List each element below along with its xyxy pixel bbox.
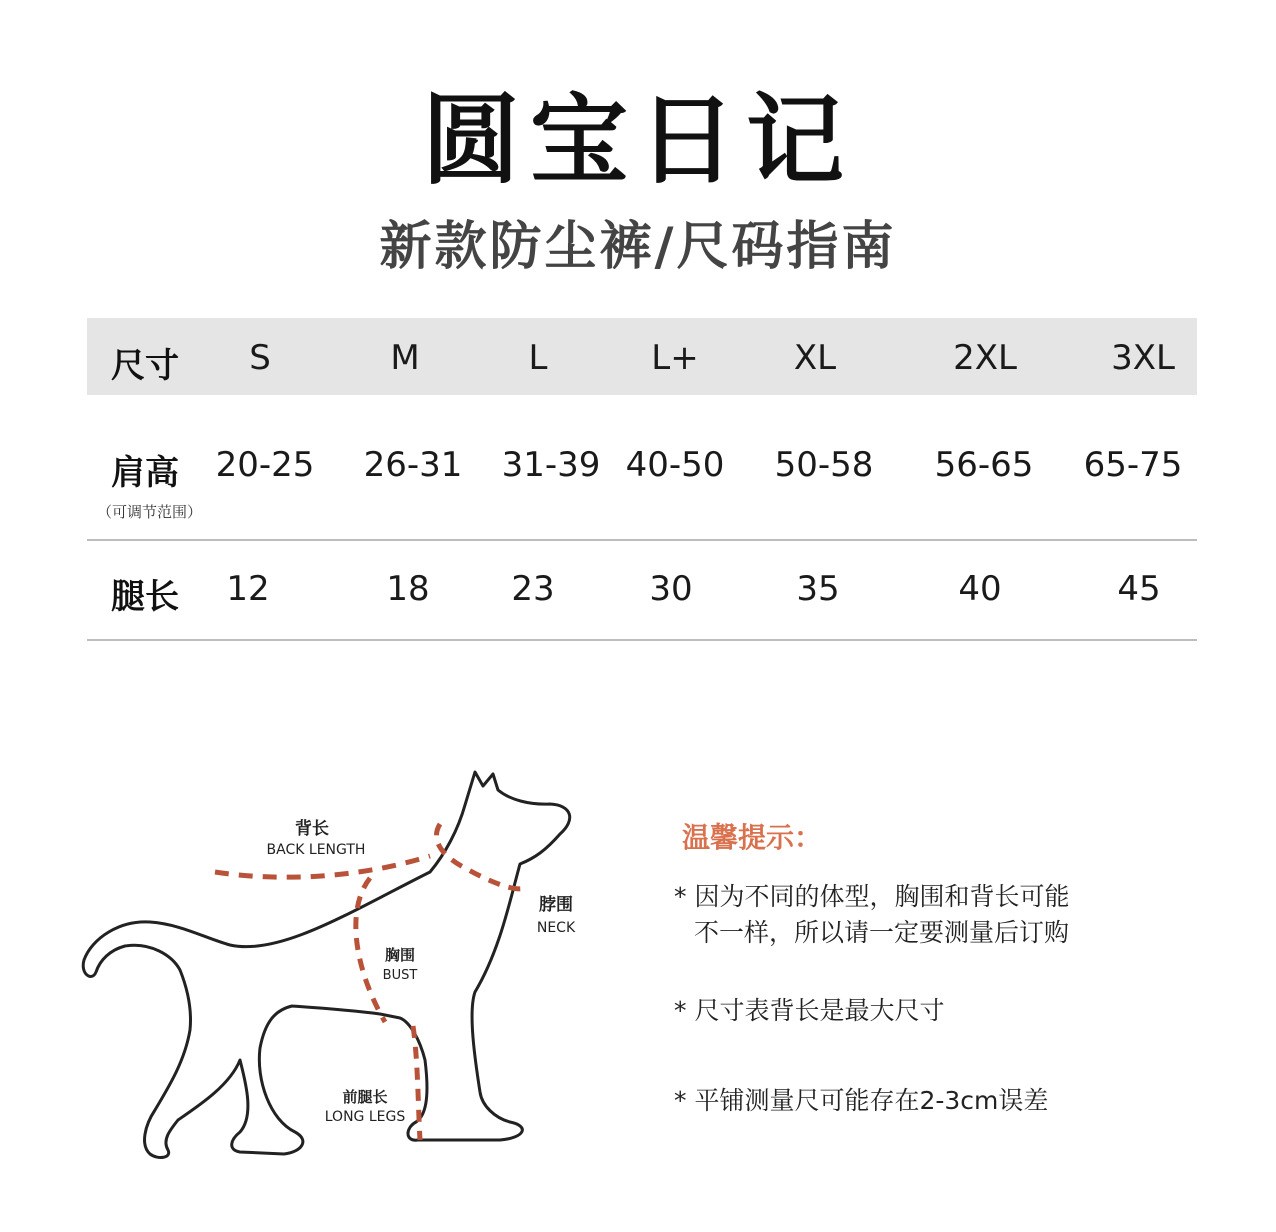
shoulder-s: 20-25 (215, 445, 315, 485)
size-l: L (528, 338, 548, 378)
label-neck-en: NECK (536, 920, 576, 936)
shoulder-note: （可调节范围） (97, 503, 203, 521)
brand-title: 圆宝日记 (421, 84, 854, 198)
leg-3xl: 45 (1117, 569, 1161, 609)
size-l-plus: L+ (651, 338, 699, 378)
back-length-dash (215, 856, 430, 877)
leg-m: 18 (386, 569, 430, 609)
label-neck-cn: 脖围 (539, 895, 573, 915)
shoulder-m: 26-31 (363, 445, 463, 485)
leg-2xl: 40 (958, 569, 1002, 609)
label-bust-cn: 胸围 (384, 946, 416, 964)
label-legs-en: LONG LEGS (324, 1109, 406, 1125)
size-3xl: 3XL (1111, 338, 1175, 378)
leg-xl: 35 (796, 569, 840, 609)
table-header-row (87, 318, 1197, 395)
leg-l-plus: 30 (649, 569, 693, 609)
label-back-en: BACK LENGTH (266, 842, 366, 858)
bust-dash (356, 878, 385, 1022)
shoulder-l-plus: 40-50 (625, 445, 725, 485)
leg-label: 腿长 (111, 577, 179, 617)
tip-1-line-1: * 因为不同的体型，胸围和背长可能 (674, 882, 1070, 911)
size-m: M (390, 338, 420, 378)
tip-2: * 尺寸表背长是最大尺寸 (674, 996, 945, 1025)
size-2xl: 2XL (953, 338, 1017, 378)
size-s: S (249, 338, 271, 378)
leg-s: 12 (226, 569, 270, 609)
leg-l: 23 (511, 569, 555, 609)
page-subtitle: 新款防尘裤/尺码指南 (379, 217, 897, 277)
neck-dash (436, 824, 525, 889)
shoulder-2xl: 56-65 (934, 445, 1034, 485)
label-legs-cn: 前腿长 (342, 1088, 388, 1106)
tips-panel (674, 816, 1234, 1115)
shoulder-row (87, 395, 1197, 541)
shoulder-3xl: 65-75 (1083, 445, 1183, 485)
tip-3: * 平铺测量尺可能存在2-3cm误差 (674, 1086, 1049, 1115)
header-label: 尺寸 (111, 346, 179, 386)
label-bust-en: BUST (382, 968, 418, 983)
shoulder-label: 肩高 (111, 453, 179, 493)
shoulder-l: 31-39 (501, 445, 601, 485)
size-xl: XL (793, 338, 837, 378)
label-back-cn: 背长 (295, 819, 329, 839)
shoulder-xl: 50-58 (774, 445, 874, 485)
size-table (87, 318, 1197, 641)
dog-measurement-diagram (80, 760, 600, 1170)
tips-title: 温馨提示： (682, 821, 823, 854)
leg-row (87, 541, 1197, 641)
tip-1-line-2: 不一样，所以请一定要测量后订购 (694, 918, 1070, 947)
